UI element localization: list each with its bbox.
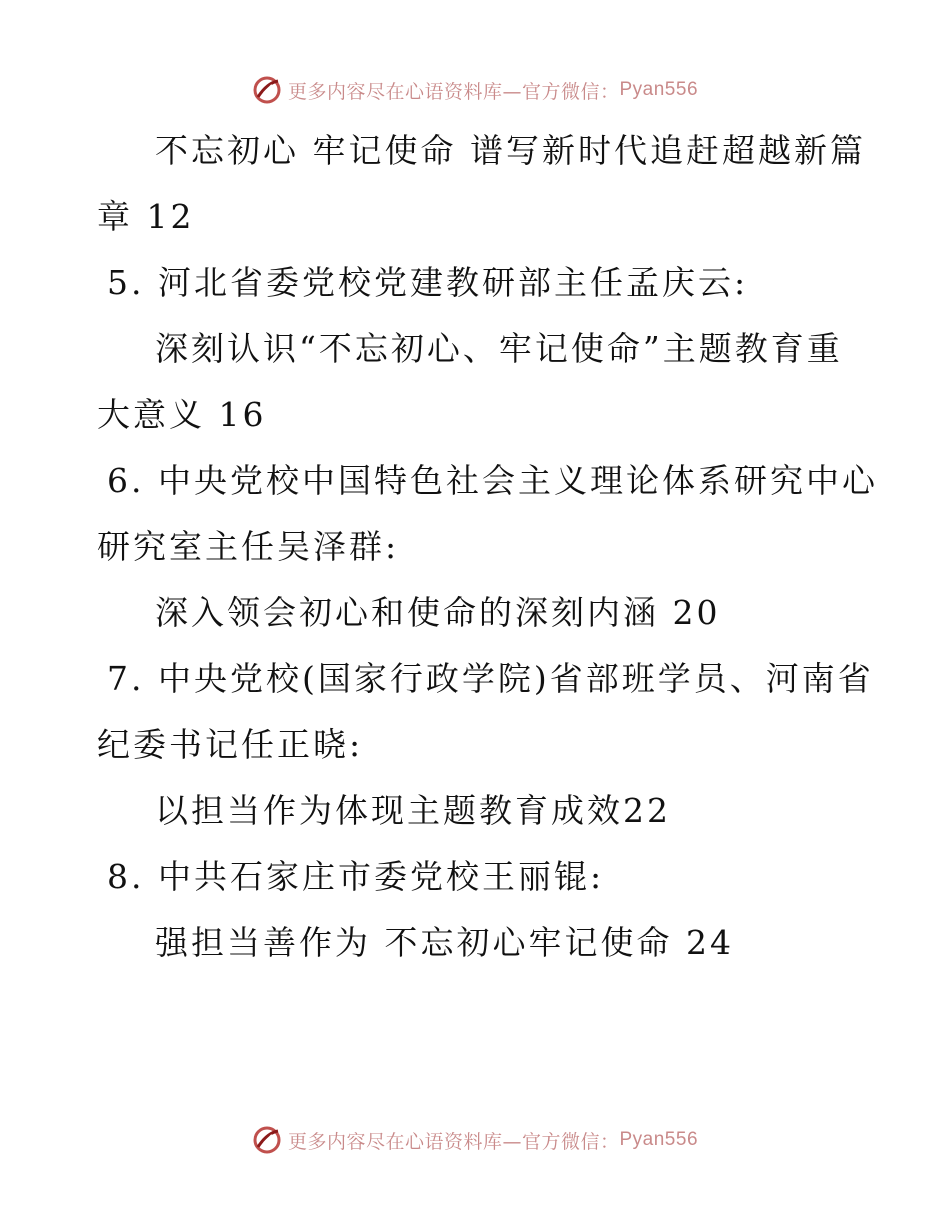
toc-line: 5. 河北省委党校党建教研部主任孟庆云: bbox=[107, 263, 749, 302]
toc-line: 章 12 bbox=[97, 197, 195, 236]
header-banner bbox=[0, 70, 950, 110]
pen-swirl-icon bbox=[252, 75, 282, 105]
toc-line: 6. 中央党校中国特色社会主义理论体系研究中心 bbox=[107, 461, 878, 500]
toc-content bbox=[97, 118, 878, 976]
pen-swirl-icon bbox=[252, 1125, 282, 1155]
toc-line: 8. 中共石家庄市委党校王丽锟: bbox=[107, 857, 605, 896]
toc-line: 强担当善作为 不忘初心牢记使命 24 bbox=[155, 923, 734, 962]
footer-banner bbox=[0, 1120, 950, 1160]
toc-line: 7. 中央党校(国家行政学院)省部班学员、河南省 bbox=[107, 659, 874, 698]
toc-line: 深刻认识“不忘初心、牢记使命”主题教育重 bbox=[155, 329, 843, 368]
banner-wechat-id: Pyan556 bbox=[619, 1129, 699, 1150]
toc-line: 不忘初心 牢记使命 谱写新时代追赶超越新篇 bbox=[155, 131, 866, 170]
toc-line: 大意义 16 bbox=[97, 395, 267, 434]
toc-line: 研究室主任吴泽群: bbox=[97, 527, 400, 566]
banner-text: 更多内容尽在心语资料库—官方微信： bbox=[287, 80, 620, 103]
banner-text: 更多内容尽在心语资料库—官方微信： bbox=[287, 1130, 620, 1153]
toc-line: 深入领会初心和使命的深刻内涵 20 bbox=[155, 593, 721, 632]
banner-wechat-id: Pyan556 bbox=[619, 79, 699, 100]
toc-line: 以担当作为体现主题教育成效22 bbox=[155, 791, 671, 830]
toc-line: 纪委书记任正晓: bbox=[97, 725, 364, 764]
